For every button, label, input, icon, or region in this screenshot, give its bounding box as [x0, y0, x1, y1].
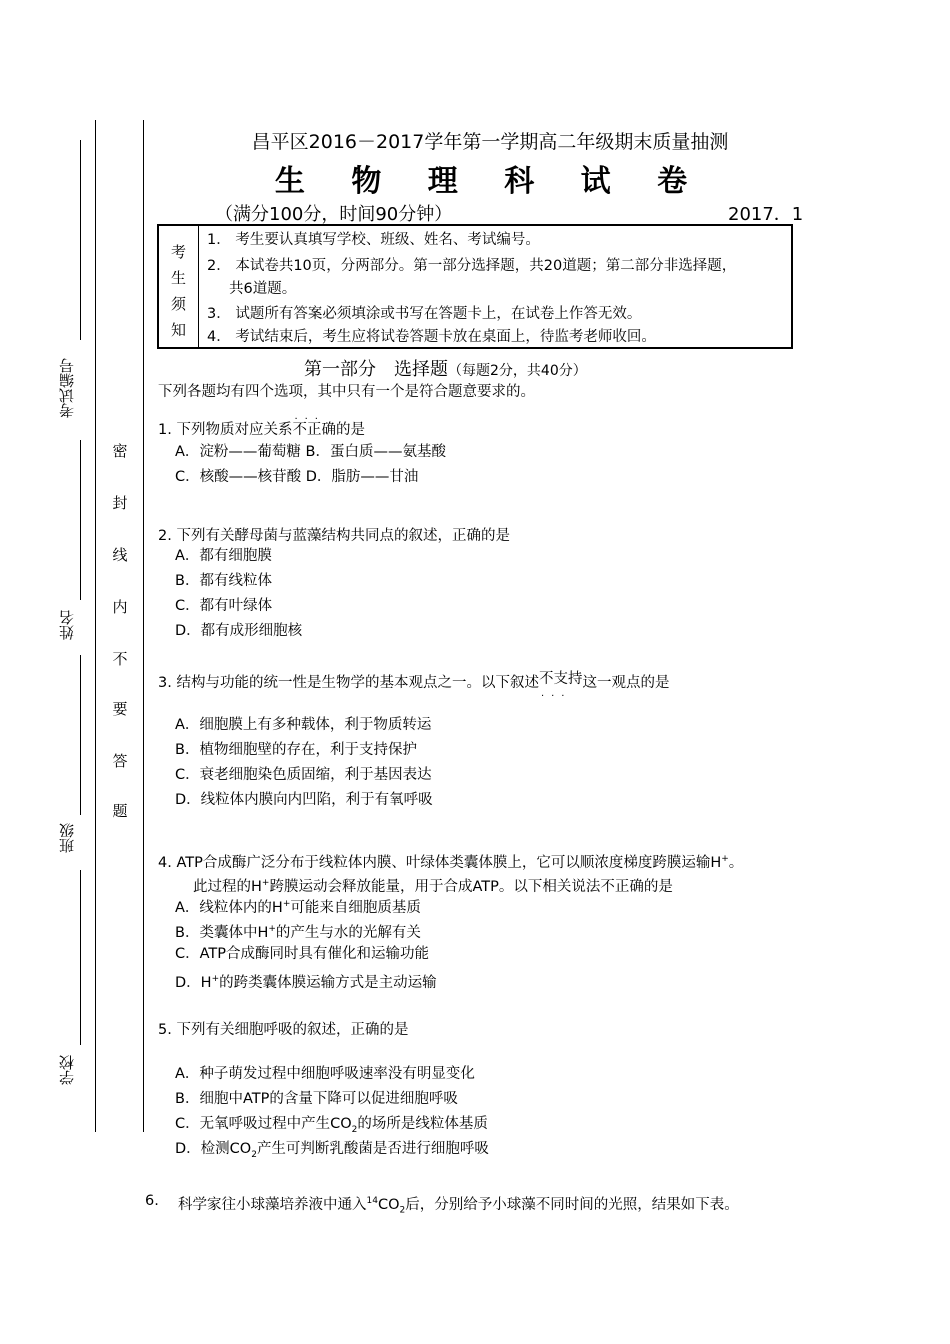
seal-char-6: 要 [112, 700, 128, 718]
q4-optA-b: 可能来自细胞质基质 [290, 899, 421, 916]
emphasis-dots: ··· [294, 414, 325, 425]
question-4-stem-line1 [158, 849, 743, 873]
q1-emphasis [292, 414, 336, 438]
exam-no-label: 考试编号 [58, 358, 76, 418]
question-3-stem [158, 671, 670, 702]
section-intro: 下列各题均有四个选项，其中只有一个是符合题意要求的。 [158, 384, 535, 400]
q3-option-c: C．衰老细胞染色质固缩，利于基因表达 [175, 767, 432, 783]
q4-sup: + [268, 924, 276, 934]
q5-option-d [175, 1139, 489, 1165]
q6-isotope: 14 [366, 1196, 378, 1206]
seal-char-2: 封 [112, 494, 128, 512]
q4-option-a [175, 894, 421, 918]
notice-head [159, 226, 199, 347]
class-underline [80, 655, 81, 815]
q4-optD-a: D．H [175, 974, 212, 991]
notice-head-char: 生 [170, 269, 186, 287]
name-label: 姓名 [58, 610, 76, 640]
q6-stem-c: 后，分别给予小球藻不同时间的光照，结果如下表。 [405, 1196, 739, 1213]
notice-head-char: 须 [170, 295, 186, 313]
q5-sub: 2 [251, 1149, 257, 1160]
seal-char-5: 不 [112, 650, 128, 668]
school-label: 学校 [58, 1055, 76, 1085]
question-5-stem: 5. 下列有关细胞呼吸的叙述，正确的是 [158, 1022, 409, 1038]
q6-stem-b: CO [377, 1196, 400, 1213]
q4-stem2-b: 跨膜运动会释放能量，用于合成ATP。以下相关说法不正确的是 [269, 878, 673, 895]
question-1-stem [158, 414, 365, 440]
exam-date: 2017．1 [728, 204, 804, 225]
section-title-main: 第一部分 选择题 [304, 359, 448, 380]
notice-item-3: 3． 试题所有答案必须填涂或书写在答题卡上，在试卷上作答无效。 [207, 306, 642, 322]
notice-item-2-cont: 共6道题。 [229, 281, 297, 297]
score-time: （满分100分，时间90分钟） [215, 204, 453, 225]
q3-emph-text: 不支持 [538, 671, 583, 687]
binding-line-left [95, 120, 96, 1132]
q1-stem-a: 1. 下列物质对应关系 [158, 422, 293, 438]
q5-option-c [175, 1114, 488, 1140]
question-6-number: 6. [145, 1193, 159, 1209]
q5-sub: 2 [351, 1124, 358, 1135]
emphasis-dots: ··· [540, 691, 572, 702]
seal-char-7: 答 [112, 752, 128, 770]
q1-options-ab: A．淀粉——葡萄糖 B．蛋白质——氨基酸 [175, 444, 446, 460]
notice-item-2: 2． 本试卷共10页，分两部分。第一部分选择题，共20道题；第二部分非选择题， [207, 258, 737, 274]
q6-sub: 2 [399, 1205, 406, 1216]
q6-stem-a: 科学家往小球藻培养液中通入 [178, 1196, 367, 1213]
q4-stem1-a: 4. ATP合成酶广泛分布于线粒体内膜、叶绿体类囊体膜上，它可以顺浓度梯度跨膜运输H [158, 854, 722, 871]
q5-option-a: A．种子萌发过程中细胞呼吸速率没有明显变化 [175, 1066, 475, 1082]
q4-optB-b: 的产生与水的光解有关 [275, 924, 421, 941]
q2-option-c: C．都有叶绿体 [175, 598, 273, 614]
q4-sup: + [211, 974, 220, 984]
q4-option-c: C．ATP合成酶同时具有催化和运输功能 [175, 946, 430, 962]
q4-optB-a: B．类囊体中H [175, 924, 269, 941]
q3-stem-a: 3. 结构与功能的统一性是生物学的基本观点之一。以下叙述 [158, 675, 539, 691]
q4-stem2-a: 此过程的H [193, 878, 262, 895]
q2-option-a: A．都有细胞膜 [175, 548, 272, 564]
seal-char-4: 内 [112, 598, 128, 616]
class-label: 班级 [58, 823, 76, 853]
section-title [304, 355, 587, 381]
q5-optD-b: 产生可判断乳酸菌是否进行细胞呼吸 [256, 1141, 489, 1157]
q4-optD-b: 的跨类囊体膜运输方式是主动运输 [219, 974, 437, 991]
q1-stem-b: 的是 [335, 422, 365, 438]
school-underline [80, 870, 81, 1045]
q3-option-d: D．线粒体内膜向内凹陷，利于有氧呼吸 [175, 792, 433, 808]
section-title-sub: （每题2分，共40分） [448, 363, 587, 379]
q4-optA-a: A．线粒体内的H [175, 899, 283, 916]
q1-options-cd: C．核酸——核苷酸 D．脂肪——甘油 [175, 469, 419, 485]
q1-emph-text: 不正确 [292, 422, 336, 438]
q3-emphasis [538, 671, 583, 702]
q4-option-b [175, 919, 421, 943]
notice-box [157, 224, 793, 349]
seal-char-3: 线 [112, 546, 128, 564]
q4-sup: + [282, 899, 291, 909]
q5-optD-a: D．检测CO [175, 1141, 252, 1157]
notice-head-char: 考 [170, 243, 186, 261]
q4-sup: + [721, 854, 729, 864]
notice-item-1: 1． 考生要认真填写学校、班级、姓名、考试编号。 [207, 232, 540, 248]
q3-stem-b: 这一观点的是 [582, 675, 670, 691]
name-underline [80, 440, 81, 600]
q2-option-d: D．都有成形细胞核 [175, 623, 303, 639]
q3-option-a: A．细胞膜上有多种载体，利于物质转运 [175, 717, 432, 733]
q3-option-b: B．植物细胞壁的存在，利于支持保护 [175, 742, 417, 758]
notice-item-4: 4． 考试结束后，考生应将试卷答题卡放在桌面上，待监考老师收回。 [207, 329, 656, 345]
seal-char-8: 题 [112, 802, 128, 820]
subject-title: 生 物 理 科 试 卷 [274, 164, 706, 199]
q5-optC-b: 的场所是线粒体基质 [357, 1116, 488, 1132]
notice-head-char: 知 [170, 321, 186, 339]
exam-no-underline [80, 140, 81, 340]
question-6-stem [178, 1191, 739, 1221]
q5-optC-a: C．无氧呼吸过程中产生CO [175, 1116, 352, 1132]
q5-option-b: B．细胞中ATP的含量下降可以促进细胞呼吸 [175, 1091, 458, 1107]
binding-line-right [143, 120, 144, 1132]
q4-option-d [175, 969, 437, 993]
seal-char-1: 密 [112, 442, 128, 460]
q4-sup: + [261, 878, 270, 888]
question-2-stem: 2. 下列有关酵母菌与蓝藻结构共同点的叙述，正确的是 [158, 528, 510, 544]
q2-option-b: B．都有线粒体 [175, 573, 272, 589]
exam-title: 昌平区2016－2017学年第一学期高二年级期末质量抽测 [251, 131, 729, 153]
q4-stem1-b: 。 [728, 854, 744, 871]
